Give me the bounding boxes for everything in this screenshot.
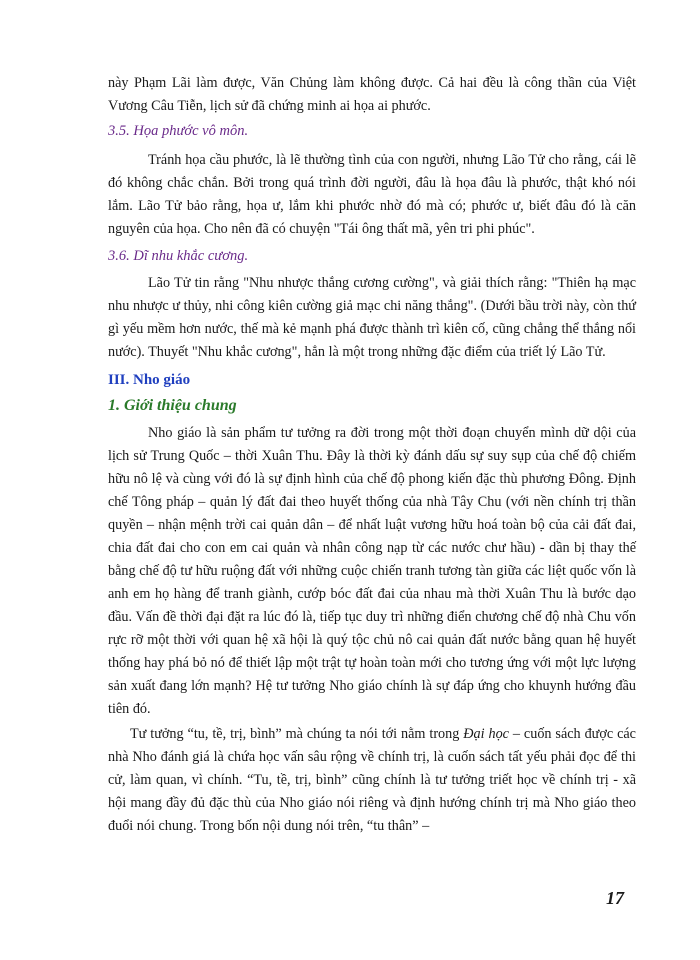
section-3-5-heading: 3.5. Họa phước vô môn. xyxy=(108,123,249,139)
page-content xyxy=(108,72,636,838)
page-number: 17 xyxy=(606,888,624,908)
paragraph-5 xyxy=(108,723,636,838)
paragraph-5-book-title: Đại học xyxy=(463,726,509,742)
paragraph-5-part-a: Tư tưởng “tu, tề, trị, bình” mà chúng ta nói tới nằm trong xyxy=(130,726,464,742)
paragraph-5-part-b: – cuốn sách được các nhà Nho đánh giá là chứa học vấn sâu rộng về chính trị, là cuốn sách tất yếu phải đọc để thi cử, làm quan, vì chính. “Tu, tề, trị, bình” cũng chính là tư tưởng triết học về chính trị - xã hội mang đầy đủ đặc thù của Nho giáo nói riêng và định hướng chính trị mà Nho giáo theo đuổi nói chung. Trong bốn nội dung nói trên, “tu thân” – xyxy=(108,726,636,834)
paragraph-2: Tránh họa cầu phước, là lẽ thường tình của con người, nhưng Lão Tử cho rằng, cái lẽ đó không chắc chắn. Bởi trong quá trình đời người, đâu là họa đâu là phước, thật khó nói lắm. Lão Tử bảo rằng, họa ư, lắm khi phước nhờ đó mà có; phước ư, biết đâu đó là căn nguyên của họa. Cho nên đã có chuyện "Tái ông thất mã, yên tri phi phúc". xyxy=(108,152,636,237)
section-1-heading: 1. Giới thiệu chung xyxy=(108,397,237,414)
paragraph-3: Lão Tử tin rằng "Nhu nhược thắng cương cường", và giải thích rằng: "Thiên hạ mạc nhu nhược ư thủy, nhi công kiên cường giả mạc chi năng thắng". (Dưới bầu trời này, còn thứ gì yếu mềm hơn nước, thế mà kẻ mạnh phá được thành trì kiên cố, cũng chẳng thể thắng nổi nước). Thuyết "Nhu khắc cương", hẳn là một trong những đặc điểm của triết lý Lão Tử. xyxy=(108,275,636,360)
section-3-6-heading: 3.6. Dĩ nhu khắc cương. xyxy=(108,248,249,264)
section-III-heading: III. Nho giáo xyxy=(108,372,191,388)
paragraph-4: Nho giáo là sản phẩm tư tưởng ra đời trong một thời đoạn chuyển mình dữ dội của lịch sử Trung Quốc – thời Xuân Thu. Đây là thời kỳ đánh dấu sự suy sụp của chế độ chiếm hữu nô lệ và cùng với đó là sự định hình của chế độ phong kiến đặc thù phương Đông. Định chế Tông pháp – quản lý đất đai theo huyết thống của nhà Tây Chu (với nền chính trị thần quyền – nhận mệnh trời cai quản dân – để nhất luật vương hữu hoá toàn bộ của cải đất đai, chia đất đai cho con em cai quản và nhân công nạp từ các nước chư hầu) - dần bị thay thế bằng chế độ tư hữu ruộng đất với những cuộc chiến tranh tương tàn giữa các liệt quốc vốn là anh em họ hàng để tranh giành, cướp bóc đất đai của nhau mà thời Xuân Thu là bước dạo đầu. Vấn đề thời đại đặt ra lúc đó là, tiếp tục duy trì những điển chương chế độ nhà Chu vốn rực rỡ một thời với quan hệ xã hội là quý tộc chủ nô cai quản đất nước bằng quan hệ huyết thống hay phá bỏ nó để thiết lập một trật tự hoàn toàn mới cho tương ứng với một lực lượng sản xuất đang lớn mạnh? Hệ tư tưởng Nho giáo chính là sự đáp ứng cho khuynh hướng đầu tiên đó. xyxy=(108,425,636,717)
paragraph-1: này Phạm Lãi làm được, Văn Chủng làm không được. Cả hai đều là công thần của Việt Vương Câu Tiễn, lịch sử đã chứng minh ai họa ai phước. xyxy=(108,75,636,114)
